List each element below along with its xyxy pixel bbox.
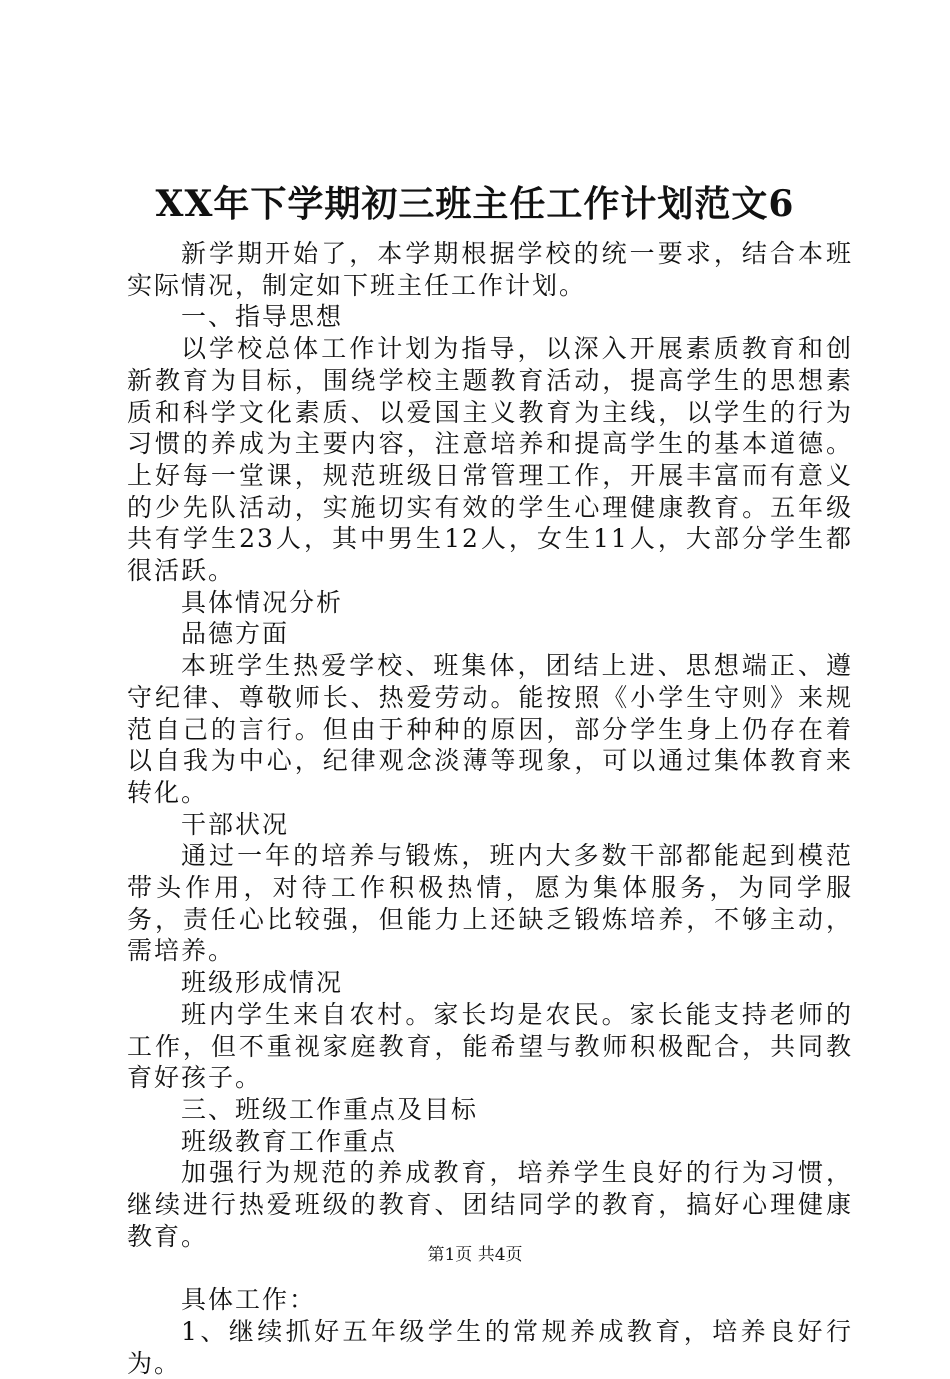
- heading-work-focus-goals: 三、班级工作重点及目标: [181, 1094, 479, 1124]
- document-body: [127, 238, 853, 1379]
- list-item-1: 1、继续抓好五年级学生的常规养成教育，培养良好行为。: [127, 1316, 853, 1378]
- paragraph-education-focus: 加强行为规范的养成教育，培养学生良好的行为习惯，继续进行热爱班级的教育、团结同学的教育，搞好心理健康教育。: [127, 1158, 853, 1251]
- paragraph-moral-aspect: 本班学生热爱学校、班集体，团结上进、思想端正、遵守纪律、尊敬师长、热爱劳动。能按照《小学生守则》来规范自己的言行。但由于种种的原因，部分学生身上仍存在着以自我为中心，纪律观念淡薄等现象，可以通过集体教育来转化。: [127, 651, 853, 807]
- heading-specific-work: 具体工作：: [181, 1285, 317, 1315]
- document-title: XX年下学期初三班主任工作计划范文6: [155, 183, 795, 225]
- paragraph-intro: 新学期开始了，本学期根据学校的统一要求，结合本班实际情况，制定如下班主任工作计划。: [127, 239, 853, 300]
- page-number-footer: 第1页 共4页: [427, 1245, 523, 1265]
- paragraph-class-formation: 班内学生来自农村。家长均是农民。家长能支持老师的工作，但不重视家庭教育，能希望与教师积极配合，共同教育好孩子。: [127, 999, 853, 1093]
- paragraph-cadre-status: 通过一年的培养与锻炼，班内大多数干部都能起到模范带头作用，对待工作积极热情，愿为集体服务，为同学服务，责任心比较强，但能力上还缺乏锻炼培养，不够主动，需培养。: [127, 841, 853, 966]
- heading-situation-analysis: 具体情况分析: [181, 587, 344, 617]
- heading-education-focus: 班级教育工作重点: [181, 1126, 398, 1156]
- heading-cadre-status: 干部状况: [181, 809, 290, 839]
- heading-guiding-ideology: 一、指导思想: [181, 302, 344, 332]
- paragraph-guiding-ideology: 以学校总体工作计划为指导，以深入开展素质教育和创新教育为目标，围绕学校主题教育活动，提高学生的思想素质和科学文化素质、以爱国主义教育为主线，以学生的行为习惯的养成为主要内容，注意培养和提高学生的基本道德。上好每一堂课，规范班级日常管理工作，开展丰富而有意义的少先队活动，实施切实有效的学生心理健康教育。五年级共有学生23人，其中男生12人，女生11人，大部分学生都很活跃。: [127, 334, 853, 586]
- heading-moral-aspect: 品德方面: [181, 619, 290, 649]
- heading-class-formation: 班级形成情况: [181, 968, 344, 998]
